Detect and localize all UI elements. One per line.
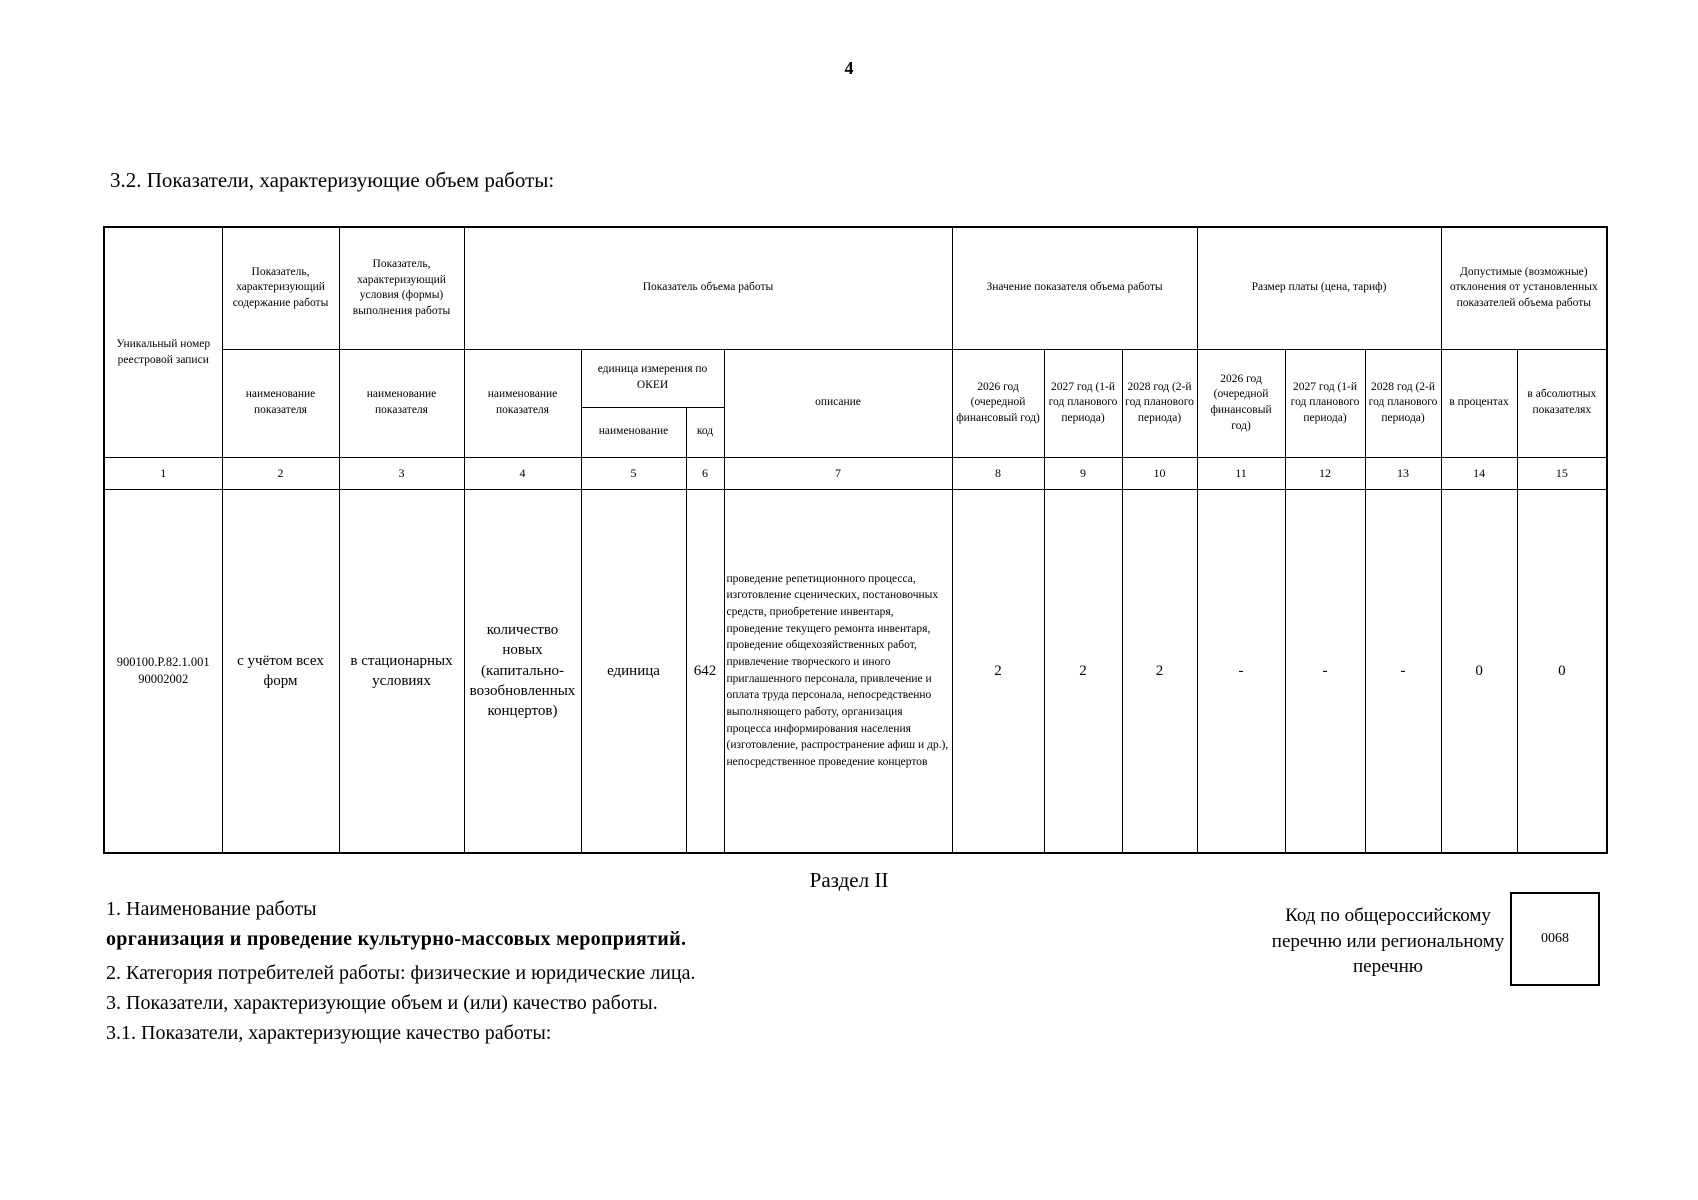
- cell-value-2026: 2: [952, 489, 1044, 853]
- header-2026-value: 2026 год (очередной финансовый год): [952, 349, 1044, 457]
- col-number-5: 5: [581, 457, 686, 489]
- cell-unit-code: 642: [686, 489, 724, 853]
- header-in-percent: в процентах: [1441, 349, 1517, 457]
- cell-pay-2028: -: [1365, 489, 1441, 853]
- cell-dev-absolute: 0: [1517, 489, 1607, 853]
- cell-registry-number: 900100.Р.82.1.001 90002002: [104, 489, 222, 853]
- cell-description: проведение репетиционного процесса, изготовление сценических, постановочных средств, приобретение инвентаря, проведение текущего ремонта инвентаря, проведение общехозяйственных работ, привлечение творческого и иного приглашенного персонала, привлечение и оплата труда персонала, непосредственно выполняющего работу, организация процесса информирования населения (изготовление, распространение афиш и др.), непосредственное проведение концертов: [724, 489, 952, 853]
- work-name-value: организация и проведение культурно-массовых мероприятий.: [106, 928, 687, 950]
- cell-value-2027: 2: [1044, 489, 1122, 853]
- cell-value-2028: 2: [1122, 489, 1197, 853]
- quality-indicators-heading: 3.1. Показатели, характеризующие качество работы:: [106, 1022, 552, 1044]
- col-number-7: 7: [724, 457, 952, 489]
- header-indicator-name-2: наименование показателя: [339, 349, 464, 457]
- registry-code-value: 0068: [1541, 931, 1569, 946]
- col-number-9: 9: [1044, 457, 1122, 489]
- header-conditions-indicator: Показатель, характеризующий условия (формы) выполнения работы: [339, 227, 464, 349]
- cell-content: с учётом всех форм: [222, 489, 339, 853]
- page-number: 4: [844, 58, 854, 78]
- registry-code-label: Код по общероссийскому перечню или региональному перечню: [1271, 905, 1505, 978]
- header-unit-code: код: [686, 407, 724, 457]
- header-content-indicator: Показатель, характеризующий содержание работы: [222, 227, 339, 349]
- section-heading: 3.2. Показатели, характеризующие объем работы:: [110, 168, 555, 192]
- col-number-4: 4: [464, 457, 581, 489]
- cell-unit-name: единица: [581, 489, 686, 853]
- cell-dev-percent: 0: [1441, 489, 1517, 853]
- header-indicator-name-1: наименование показателя: [222, 349, 339, 457]
- work-name-label: 1. Наименование работы: [106, 898, 317, 920]
- col-number-6: 6: [686, 457, 724, 489]
- col-number-13: 13: [1365, 457, 1441, 489]
- header-2027-pay: 2027 год (1-й год планового периода): [1285, 349, 1365, 457]
- volume-indicators-table: [103, 226, 1608, 854]
- header-unit-name: наименование: [581, 407, 686, 457]
- header-deviations: Допустимые (возможные) отклонения от установленных показателей объема работы: [1441, 227, 1607, 349]
- cell-indicator-name: количество новых (капитально-возобновленных концертов): [464, 489, 581, 853]
- col-number-14: 14: [1441, 457, 1517, 489]
- header-payment-size: Размер платы (цена, тариф): [1197, 227, 1441, 349]
- header-in-absolute: в абсолютных показателях: [1517, 349, 1607, 457]
- header-unit-okei: единица измерения по ОКЕИ: [581, 349, 724, 407]
- header-volume-value: Значение показателя объема работы: [952, 227, 1197, 349]
- indicators-heading: 3. Показатели, характеризующие объем и (или) качество работы.: [106, 992, 658, 1014]
- cell-pay-2027: -: [1285, 489, 1365, 853]
- cell-pay-2026: -: [1197, 489, 1285, 853]
- header-description: описание: [724, 349, 952, 457]
- col-number-11: 11: [1197, 457, 1285, 489]
- section-ii-title: Раздел II: [809, 868, 889, 892]
- header-volume-indicator: Показатель объема работы: [464, 227, 952, 349]
- header-2026-pay: 2026 год (очередной финансовый год): [1197, 349, 1285, 457]
- col-number-3: 3: [339, 457, 464, 489]
- cell-conditions: в стационарных условиях: [339, 489, 464, 853]
- col-number-12: 12: [1285, 457, 1365, 489]
- col-number-8: 8: [952, 457, 1044, 489]
- col-number-15: 15: [1517, 457, 1607, 489]
- header-indicator-name-3: наименование показателя: [464, 349, 581, 457]
- consumer-category: 2. Категория потребителей работы: физические и юридические лица.: [106, 962, 696, 984]
- header-2028-value: 2028 год (2-й год планового периода): [1122, 349, 1197, 457]
- col-number-10: 10: [1122, 457, 1197, 489]
- header-registry-number: Уникальный номер реестровой записи: [104, 227, 222, 457]
- col-number-1: 1: [104, 457, 222, 489]
- registry-code-box: [1510, 892, 1600, 986]
- col-number-2: 2: [222, 457, 339, 489]
- header-2027-value: 2027 год (1-й год планового периода): [1044, 349, 1122, 457]
- header-2028-pay: 2028 год (2-й год планового периода): [1365, 349, 1441, 457]
